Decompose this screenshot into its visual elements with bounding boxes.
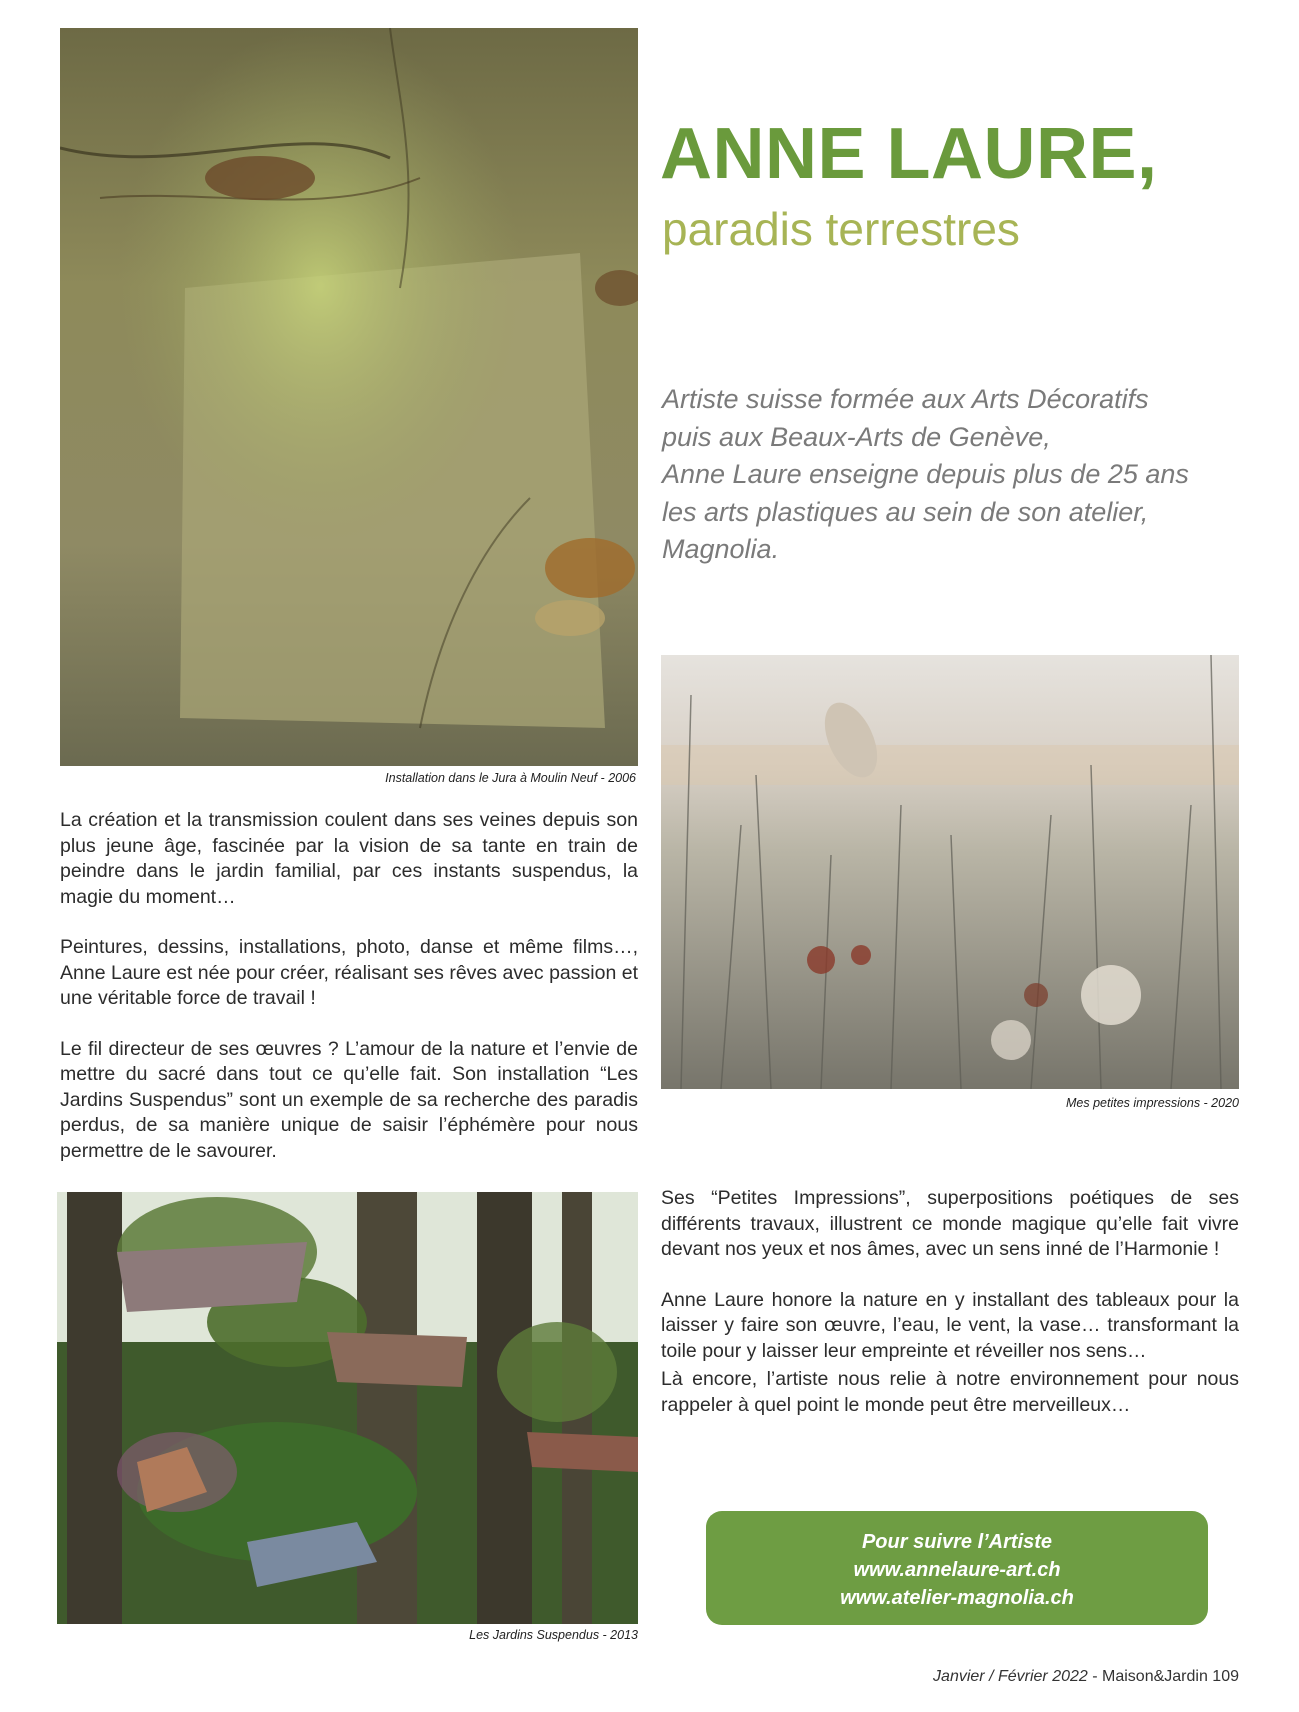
follow-heading: Pour suivre l’Artiste <box>861 1531 1053 1553</box>
page-title: ANNE LAURE, <box>660 114 1158 194</box>
website-link-annelaure[interactable]: www.annelaure-art.ch <box>853 1559 1061 1581</box>
intro-line: Artiste suisse formée aux Arts Décoratifs <box>662 384 1149 414</box>
footer-separator: - <box>1092 1668 1098 1685</box>
follow-artist-box <box>706 1511 1208 1625</box>
body-paragraph: Ses “Petites Impressions”, superpositions poétiques de ses différents travaux, illustrent ce monde magique qu’elle fait vivre devant nos yeux et nos âmes, avec un sens inné de l’Harmonie ! <box>661 1187 1239 1260</box>
page-subtitle: paradis terrestres <box>662 203 1020 255</box>
website-link-atelier[interactable]: www.atelier-magnolia.ch <box>840 1587 1074 1609</box>
left-column-text <box>60 808 638 1164</box>
page-footer <box>933 1668 1239 1686</box>
intro-paragraph <box>662 381 1242 569</box>
footer-publication: Maison&Jardin <box>1102 1668 1208 1685</box>
body-paragraph: Là encore, l’artiste nous relie à notre environnement pour nous rappeler à quel point le monde peut être merveilleux… <box>661 1368 1239 1416</box>
body-paragraph: La création et la transmission coulent dans ses veines depuis son plus jeune âge, fascinée par la vision de sa tante en train de peindre dans le jardin familial, par ces instants suspendus, la magie du moment… <box>60 809 638 908</box>
photo-petites-impressions <box>661 655 1239 1089</box>
footer-date: Janvier / Février 2022 <box>933 1668 1088 1685</box>
caption-jura: Installation dans le Jura à Moulin Neuf - 2006 <box>385 771 636 785</box>
intro-line: Anne Laure enseigne depuis plus de 25 ans <box>662 459 1189 489</box>
body-paragraph: Anne Laure honore la nature en y installant des tableaux pour la laisser y faire son œuvre, l’eau, le vent, la vase… transformant la toile pour y laisser leur empreinte et réveiller nos sens… <box>661 1288 1239 1362</box>
right-column-text <box>661 1186 1239 1418</box>
intro-line: Magnolia. <box>662 534 780 564</box>
photo-jura-installation <box>60 28 638 766</box>
caption-jardins: Les Jardins Suspendus - 2013 <box>469 1628 638 1642</box>
body-paragraph: Le fil directeur de ses œuvres ? L’amour de la nature et l’envie de mettre du sacré dans tout ce qu’elle fait. Son installation “Les Jardins Suspendus” sont un exemple de sa recherche des paradis perdus, de sa manière unique de saisir l’éphémère pour nous permettre de le savourer. <box>60 1037 638 1162</box>
intro-line: les arts plastiques au sein de son atelier, <box>662 496 1149 527</box>
intro-line: puis aux Beaux-Arts de Genève, <box>662 421 1051 452</box>
caption-impressions: Mes petites impressions - 2020 <box>1066 1096 1239 1110</box>
body-paragraph: Peintures, dessins, installations, photo, danse et même films…, Anne Laure est née pour créer, réalisant ses rêves avec passion et une véritable force de travail ! <box>60 936 638 1009</box>
page-number: 109 <box>1212 1668 1239 1685</box>
photo-jardins-suspendus <box>57 1192 638 1624</box>
